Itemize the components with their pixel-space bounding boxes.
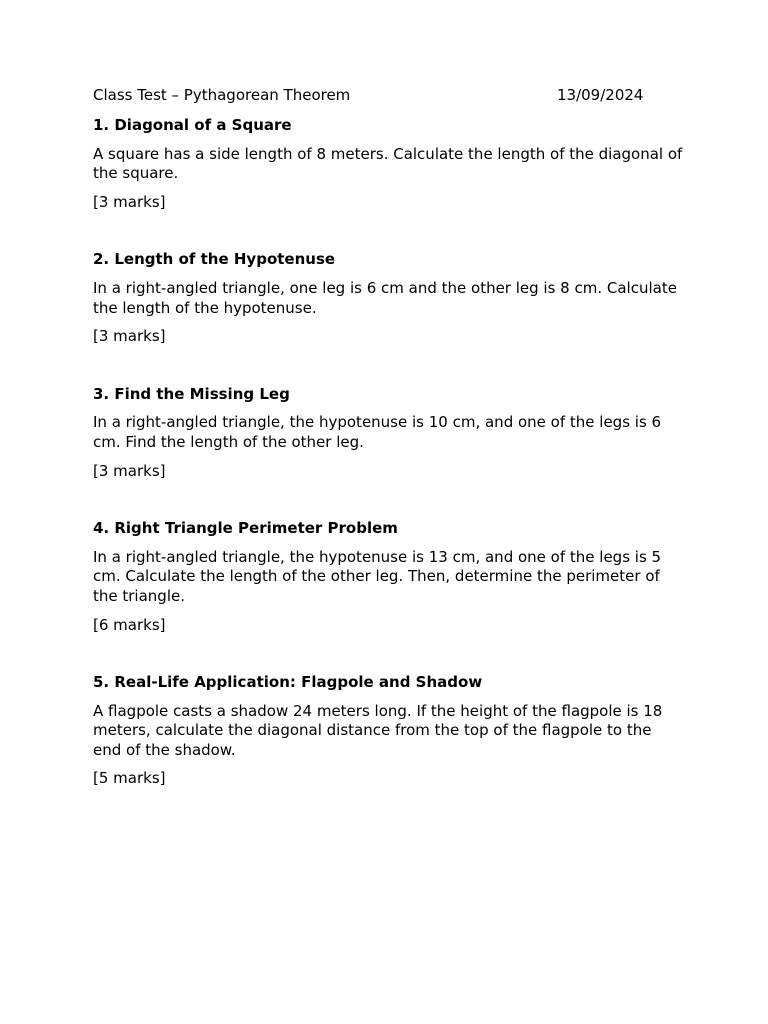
document-title: Class Test – Pythagorean Theorem [93,86,351,104]
question-text: In a right-angled triangle, the hypotenuse is 13 cm, and one of the legs is 5 cm. Calculate the length of the other leg. Then, determine the perimeter of the triangle. [93,547,662,605]
question-marks: [5 marks] [93,769,166,788]
question-heading: 1. Diagonal of a Square [93,116,292,134]
question-heading: 3. Find the Missing Leg [93,384,290,403]
question-marks: [3 marks] [93,327,166,346]
question-1 [93,116,683,212]
question-3 [93,385,683,481]
question-heading: 5. Real-Life Application: Flagpole and Shadow [93,673,483,692]
document-date: 13/09/2024 [557,86,644,104]
question-spacer [93,347,683,385]
document-header [93,86,683,106]
question-text: In a right-angled triangle, the hypotenuse is 10 cm, and one of the legs is 6 cm. Find the length of the other leg. [93,413,662,451]
question-marks: [3 marks] [93,461,166,480]
question-heading: 2. Length of the Hypotenuse [93,250,336,269]
question-spacer [93,481,683,519]
question-heading: 4. Right Triangle Perimeter Problem [93,519,398,538]
question-4 [93,519,683,635]
question-marks: [3 marks] [93,192,166,211]
question-text: A square has a side length of 8 meters. Calculate the length of the diagonal of the square. [93,144,683,183]
question-spacer [93,635,683,673]
question-marks: [6 marks] [93,615,166,634]
question-2 [93,250,683,346]
question-spacer [93,212,683,250]
question-text: A flagpole casts a shadow 24 meters long. If the height of the flagpole is 18 meters, calculate the diagonal distance from the top of the flagpole to the end of the shadow. [93,701,663,759]
question-5 [93,673,683,789]
question-text: In a right-angled triangle, one leg is 6 cm and the other leg is 8 cm. Calculate the length of the hypotenuse. [93,278,677,317]
document-page [93,86,683,789]
